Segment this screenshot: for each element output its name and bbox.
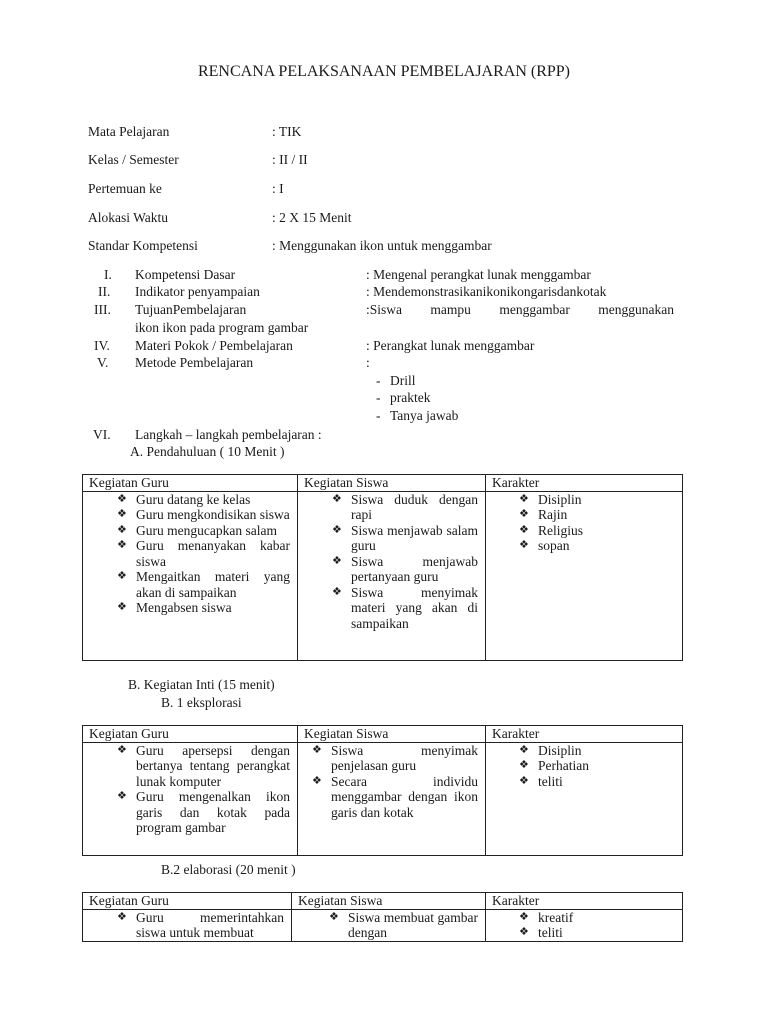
header-kegiatan-guru: Kegiatan Guru xyxy=(83,726,298,743)
list-item-text: Perhatian xyxy=(538,758,589,773)
section-label: Kompetensi Dasar xyxy=(135,267,236,282)
part-b2-heading: B.2 elaborasi (20 menit ) xyxy=(161,862,296,877)
section-number: II. xyxy=(98,284,111,299)
list-item-text: Guru apersepsi dengan bertanya tentang perangkat lunak komputer xyxy=(136,742,290,789)
list-item xyxy=(519,522,675,539)
list-item-text: Mengabsen siswa xyxy=(136,600,232,615)
bullet-icon: ❖ xyxy=(117,492,127,505)
method-item: praktek xyxy=(390,390,431,405)
bullet-icon: ❖ xyxy=(312,743,322,756)
section-number: V. xyxy=(97,355,109,370)
section-value: : xyxy=(366,355,370,370)
list-item xyxy=(117,569,290,600)
bullet-icon: ❖ xyxy=(332,492,342,505)
table-eksplorasi xyxy=(82,725,683,856)
header-karakter: Karakter xyxy=(486,475,683,492)
bullet-icon: ❖ xyxy=(519,492,529,505)
list-item xyxy=(117,507,290,523)
section-value: : Perangkat lunak menggambar xyxy=(366,338,535,353)
section-value: :Siswa mampu menggambar menggunakan xyxy=(366,302,674,317)
list-item-text: Disiplin xyxy=(538,491,582,507)
karakter-list xyxy=(519,491,675,554)
table-elaborasi xyxy=(82,892,683,942)
identity-value: : I xyxy=(272,181,284,196)
list-item-text: kreatif xyxy=(538,909,574,925)
bullet-icon: ❖ xyxy=(332,523,342,536)
bullet-icon: ❖ xyxy=(117,508,127,520)
list-item xyxy=(329,909,478,941)
list-item xyxy=(332,522,478,554)
guru-list xyxy=(117,742,290,836)
section-label: Metode Pembelajaran xyxy=(135,355,254,370)
list-item-text: Guru memerintahkan siswa untuk membuat xyxy=(136,909,284,940)
bullet-icon: ❖ xyxy=(117,790,127,802)
bullet-icon: ❖ xyxy=(117,601,127,613)
guru-list xyxy=(117,909,284,941)
bullet-icon: ❖ xyxy=(519,508,529,520)
list-item xyxy=(117,538,290,569)
list-item xyxy=(519,758,675,774)
bullet-icon: ❖ xyxy=(519,539,529,551)
list-item-text: Rajin xyxy=(538,507,568,522)
identity-label: Pertemuan ke xyxy=(88,181,162,196)
list-item-text: Guru mengucapkan salam xyxy=(136,522,277,538)
part-b1-heading: B. 1 eksplorasi xyxy=(161,695,242,710)
bullet-icon: ❖ xyxy=(117,539,127,551)
page-title: RENCANA PELAKSANAAN PEMBELAJARAN (RPP) xyxy=(197,63,571,80)
identity-label: Mata Pelajaran xyxy=(88,124,170,139)
header-kegiatan-siswa: Kegiatan Siswa xyxy=(298,726,486,743)
bullet-icon: ❖ xyxy=(329,910,339,923)
bullet-icon: ❖ xyxy=(519,774,529,787)
section-number: III. xyxy=(94,302,111,317)
section-continuation: ikon ikon pada program gambar xyxy=(135,320,309,335)
list-item-text: Disiplin xyxy=(538,742,582,758)
header-kegiatan-guru: Kegiatan Guru xyxy=(83,893,292,910)
section-value: : Mendemonstrasikanikonikongarisdankotak xyxy=(366,284,607,299)
bullet-icon: ❖ xyxy=(519,523,529,536)
identity-value: : TIK xyxy=(272,124,302,139)
bullet-icon: ❖ xyxy=(519,743,529,756)
siswa-list xyxy=(312,742,478,821)
header-kegiatan-siswa: Kegiatan Siswa xyxy=(298,475,486,492)
list-item-text: Secara individu menggambar dengan ikon garis dan kotak xyxy=(331,773,478,820)
table-pendahuluan xyxy=(82,474,683,661)
list-item-text: sopan xyxy=(538,538,570,553)
list-item xyxy=(312,742,478,774)
list-item-text: Guru mengenalkan ikon garis dan kotak pada program gambar xyxy=(136,789,290,835)
karakter-list xyxy=(519,742,675,790)
list-item xyxy=(312,773,478,821)
list-item-text: Guru menanyakan kabar siswa xyxy=(136,538,290,569)
list-item-text: Siswa membuat gambar dengan xyxy=(348,909,478,940)
list-item-text: Guru datang ke kelas xyxy=(136,491,251,507)
list-item-text: teliti xyxy=(538,773,563,789)
bullet-icon: ❖ xyxy=(117,910,127,923)
bullet-icon: ❖ xyxy=(312,774,322,787)
bullet-icon: ❖ xyxy=(332,554,342,567)
karakter-list xyxy=(519,909,675,941)
method-item: Drill xyxy=(390,373,416,388)
header-karakter: Karakter xyxy=(486,726,683,743)
bullet-icon: ❖ xyxy=(332,585,342,598)
list-item xyxy=(117,491,290,508)
identity-value: : Menggunakan ikon untuk menggambar xyxy=(272,238,492,253)
list-item-text: Siswa menyimak materi yang akan di sampaikan xyxy=(351,584,478,631)
section-value: : Mengenal perangkat lunak menggambar xyxy=(366,267,591,282)
siswa-list xyxy=(332,491,478,632)
list-item xyxy=(117,522,290,539)
list-item-text: Siswa duduk dengan rapi xyxy=(351,491,478,522)
list-item xyxy=(117,742,290,790)
dash: - xyxy=(376,373,381,388)
list-item-text: Mengaitkan materi yang akan di sampaikan xyxy=(136,569,290,600)
identity-label: Alokasi Waktu xyxy=(88,210,169,225)
part-b-heading: B. Kegiatan Inti (15 menit) xyxy=(128,677,275,692)
list-item xyxy=(519,909,675,926)
identity-value: : II / II xyxy=(272,152,308,167)
header-kegiatan-guru: Kegiatan Guru xyxy=(83,475,298,492)
section-label: Indikator penyampaian xyxy=(135,284,260,299)
bullet-icon: ❖ xyxy=(519,926,529,938)
section-number: I. xyxy=(104,267,112,282)
list-item xyxy=(519,773,675,790)
identity-label: Kelas / Semester xyxy=(88,152,179,167)
identity-value: : 2 X 15 Menit xyxy=(272,210,352,225)
list-item xyxy=(519,742,675,759)
list-item xyxy=(519,507,675,523)
section-number: IV. xyxy=(94,338,110,353)
method-item: Tanya jawab xyxy=(390,408,459,423)
identity-label: Standar Kompetensi xyxy=(88,238,198,253)
list-item-text: Siswa menyimak penjelasan guru xyxy=(331,742,478,773)
list-item-text: Siswa menjawab salam guru xyxy=(351,522,478,553)
list-item xyxy=(332,491,478,523)
bullet-icon: ❖ xyxy=(117,523,127,536)
siswa-list xyxy=(329,909,478,941)
list-item-text: Guru mengkondisikan siswa xyxy=(136,507,290,522)
list-item xyxy=(332,553,478,585)
header-kegiatan-siswa: Kegiatan Siswa xyxy=(292,893,486,910)
list-item xyxy=(519,491,675,508)
dash: - xyxy=(376,390,381,405)
list-item xyxy=(519,538,675,554)
list-item-text: Religius xyxy=(538,522,584,538)
list-item xyxy=(117,600,290,616)
dash: - xyxy=(376,408,381,423)
bullet-icon: ❖ xyxy=(519,910,529,923)
list-item xyxy=(117,789,290,836)
bullet-icon: ❖ xyxy=(519,759,529,771)
list-item xyxy=(332,584,478,632)
section-number: VI. xyxy=(93,427,111,442)
list-item xyxy=(519,925,675,941)
section-label: Langkah – langkah pembelajaran : xyxy=(135,427,322,442)
list-item xyxy=(117,909,284,941)
section-label: Materi Pokok / Pembelajaran xyxy=(135,338,293,353)
part-a-heading: A. Pendahuluan ( 10 Menit ) xyxy=(130,444,285,459)
list-item-text: Siswa menjawab pertanyaan guru xyxy=(351,553,478,584)
section-label: TujuanPembelajaran xyxy=(135,302,247,317)
list-item-text: teliti xyxy=(538,925,563,940)
guru-list xyxy=(117,491,290,616)
header-karakter: Karakter xyxy=(486,893,683,910)
bullet-icon: ❖ xyxy=(117,743,127,756)
bullet-icon: ❖ xyxy=(117,570,127,582)
